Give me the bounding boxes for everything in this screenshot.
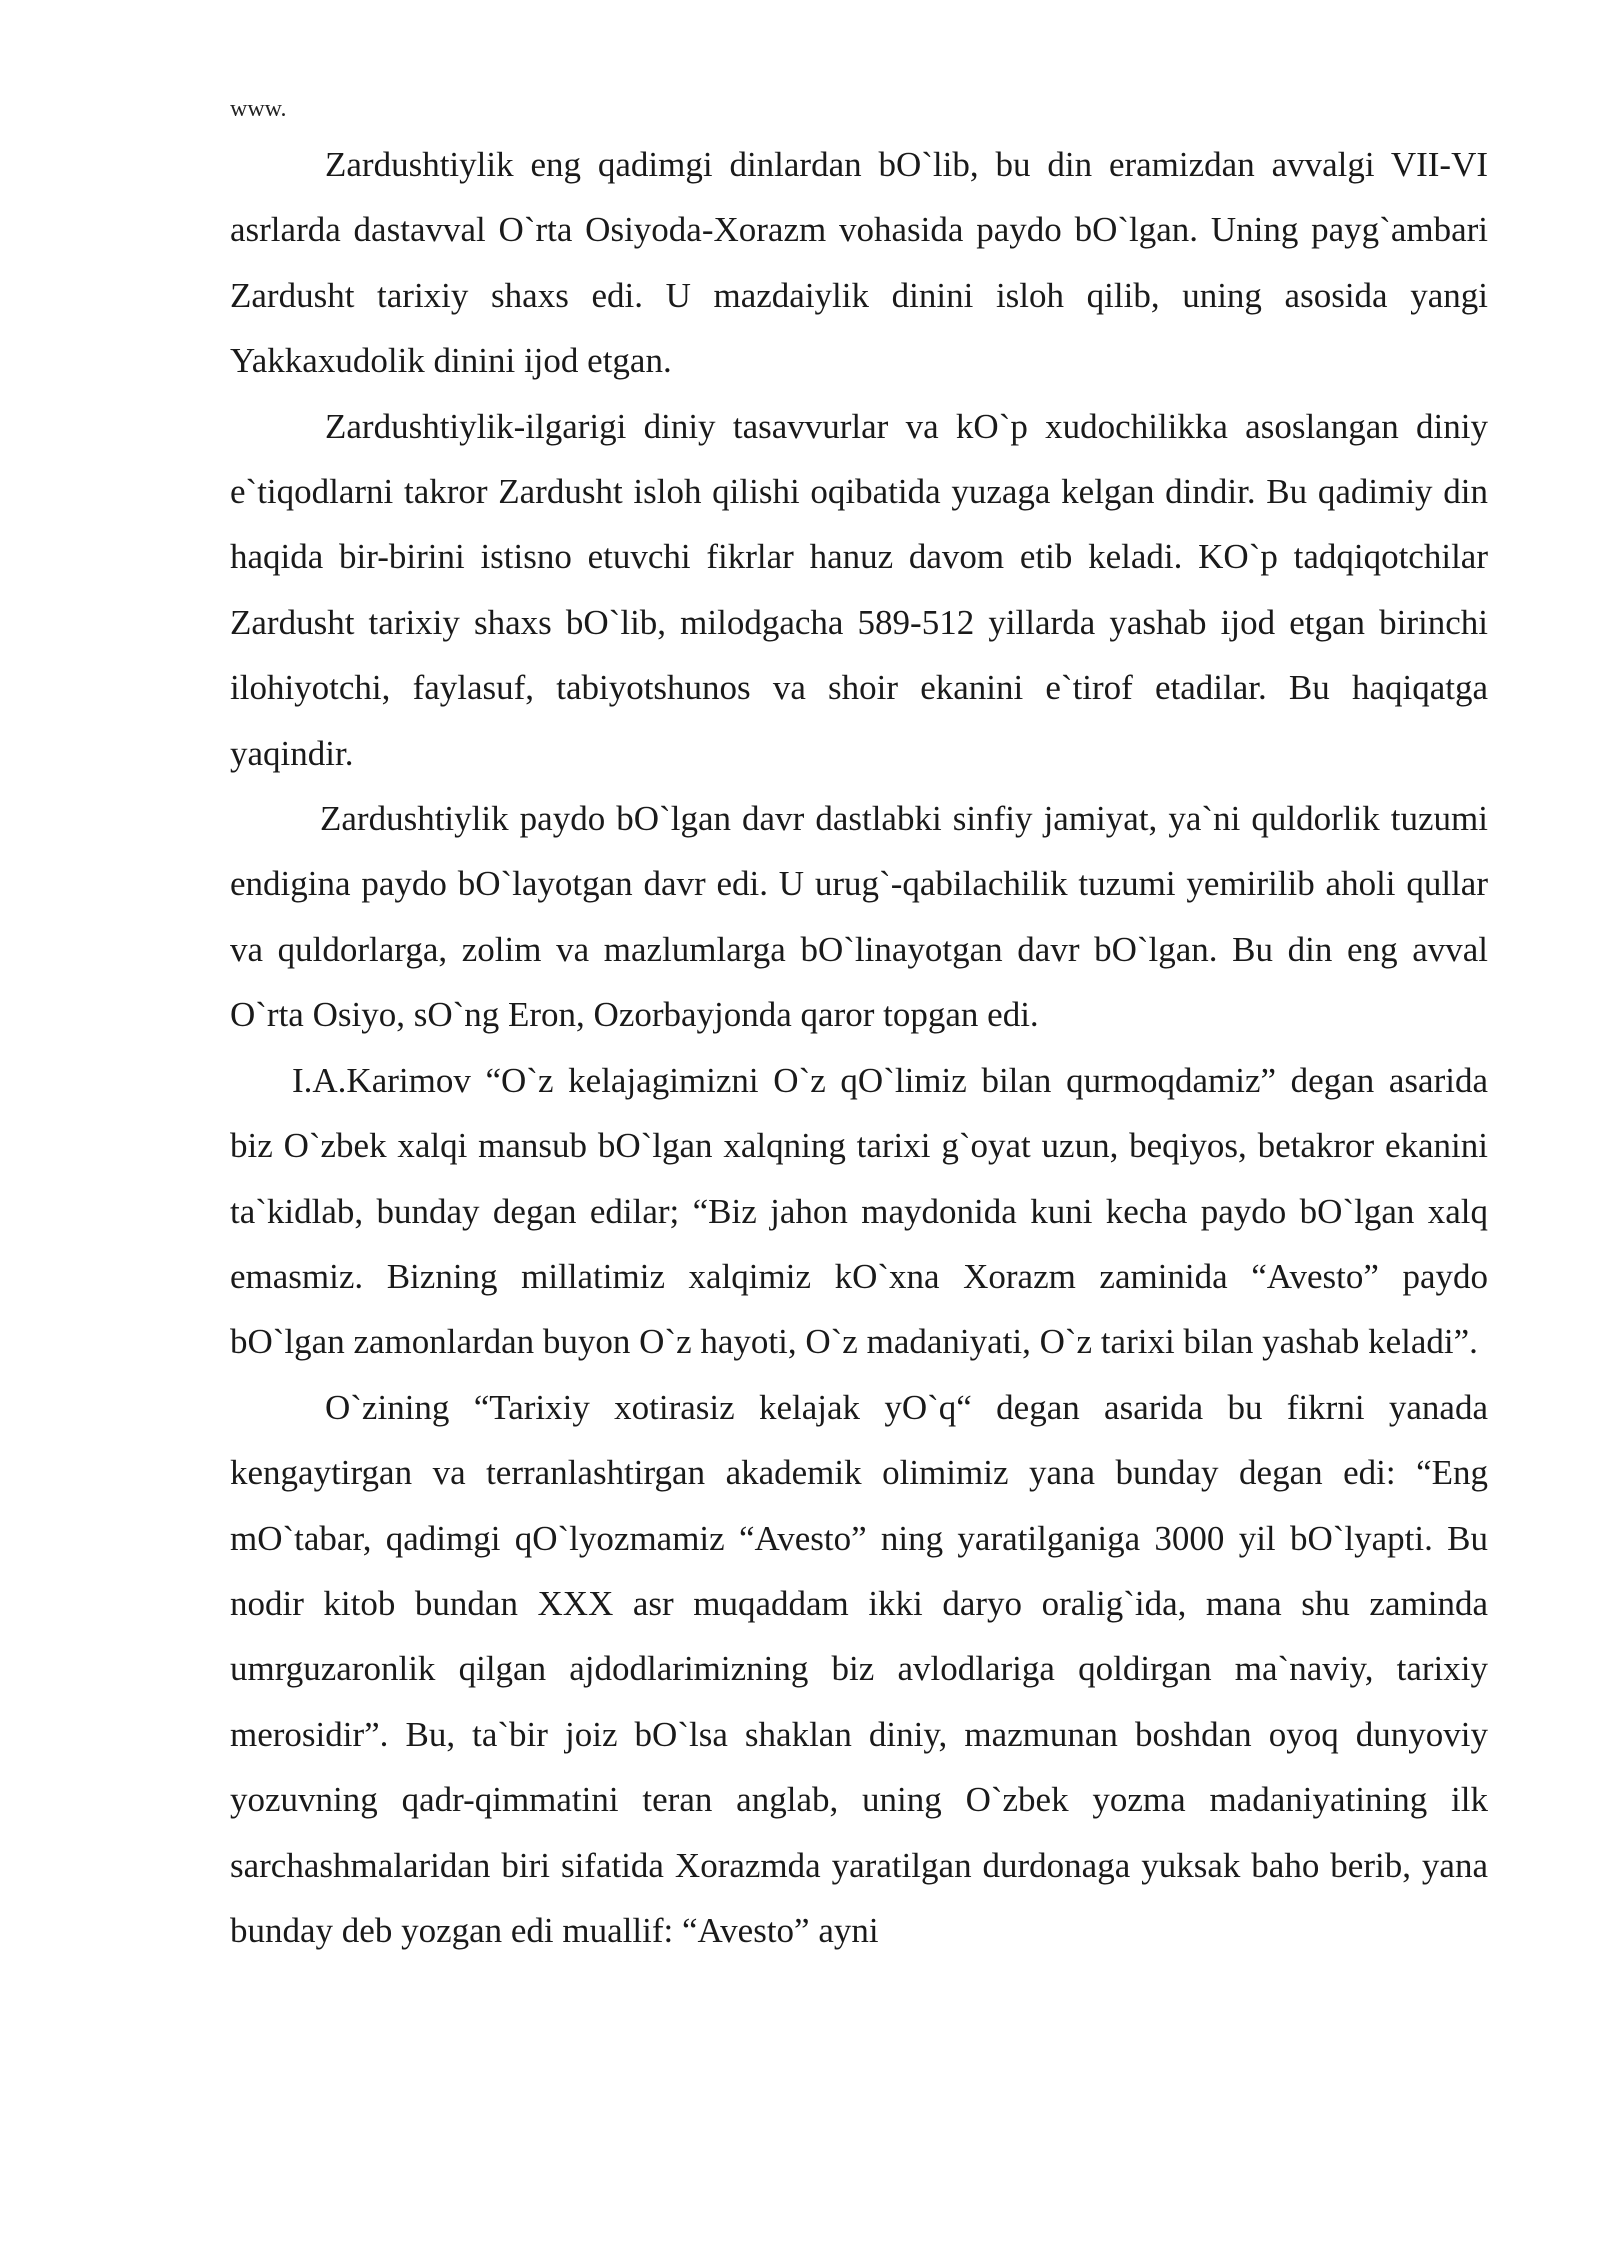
paragraph-4: I.A.Karimov “O`z kelajagimizni O`z qO`limiz bilan qurmoqdamiz” degan asarida biz O`zbek xalqi mansub bO`lgan xalqning tarixi g`oyat uzun, beqiyos, betakror ekanini ta`kidlab, bunday degan edilar; “Biz jahon maydonida kuni kecha paydo bO`lgan xalq emasmiz. Bizning millatimiz xalqimiz kO`xna Xorazm zaminida “Avesto” paydo bO`lgan zamonlardan buyon O`z hayoti, O`z madaniyati, O`z tarixi bilan yashab keladi”.: [230, 1060, 1488, 1362]
paragraph-1: Zardushtiylik eng qadimgi dinlardan bO`lib, bu din eramizdan avvalgi VII-VI asrlarda dastavval O`rta Osiyoda-Xorazm vohasida paydo bO`lgan. Uning payg`ambari Zardusht tarixiy shaxs edi. U mazdaiylik dinini isloh qilib, uning asosida yangi Yakkaxudolik dinini ijod etgan.: [230, 145, 1488, 381]
paragraph-2: Zardushtiylik-ilgarigi diniy tasavvurlar va kO`p xudochilikka asoslangan diniy e`tiqodlarni takror Zardusht isloh qilishi oqibatida yuzaga kelgan dindir. Bu qadimiy din haqida bir-birini istisno etuvchi fikrlar hanuz davom etib keladi. KO`p tadqiqotchilar Zardusht tarixiy shaxs bO`lib, milodgacha 589-512 yillarda yashab ijod etgan birinchi ilohiyotchi, faylasuf, tabiyotshunos va shoir ekanini e`tirof etadilar. Bu haqiqatga yaqindir.: [230, 406, 1488, 773]
document-page: [230, 92, 1488, 1963]
paragraph-5: O`zining “Tarixiy xotirasiz kelajak yO`q“ degan asarida bu fikrni yanada kengaytirgan va terranlashtirgan akademik olimimiz yana bunday degan edi: “Eng mO`tabar, qadimgi qO`lyozmamiz “Avesto” ning yaratilganiga 3000 yil bO`lyapti. Bu nodir kitob bundan XXX asr muqaddam ikki daryo oralig`ida, mana shu zaminda umrguzaronlik qilgan ajdodlarimizning biz avlodlariga qoldirgan ma`naviy, tarixiy merosidir”. Bu, ta`bir joiz bO`lsa shaklan diniy, mazmunan boshdan oyoq dunyoviy yozuvning qadr-qimmatini teran anglab, uning O`zbek yozma madaniyatining ilk sarchashmalaridan biri sifatida Xorazmda yaratilgan durdonaga yuksak baho berib, yana bunday deb yozgan edi muallif: “Avesto” ayni: [230, 1387, 1488, 1950]
paragraph-3: Zardushtiylik paydo bO`lgan davr dastlabki sinfiy jamiyat, ya`ni quldorlik tuzumi endigina paydo bO`layotgan davr edi. U urug`-qabilachilik tuzumi yemirilib aholi qullar va quldorlarga, zolim va mazlumlarga bO`linayotgan davr bO`lgan. Bu din eng avval O`rta Osiyo, sO`ng Eron, Ozorbayjonda qaror topgan edi.: [230, 799, 1488, 1035]
header-www: www.: [230, 96, 287, 122]
